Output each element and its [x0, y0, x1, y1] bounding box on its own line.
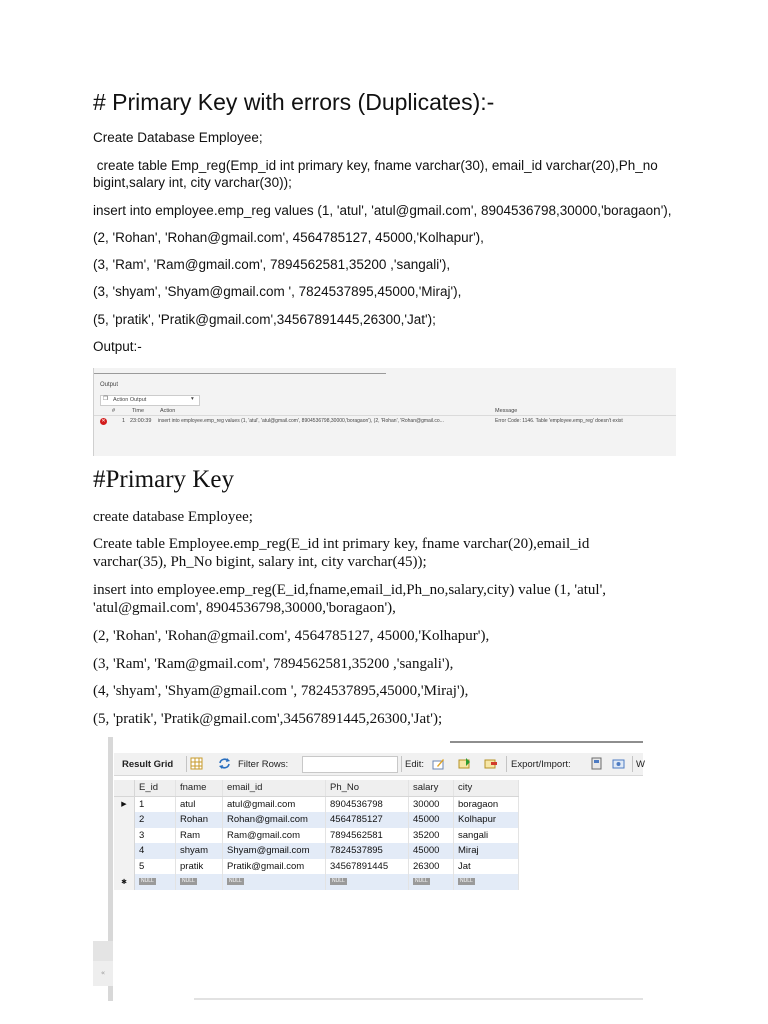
- cell-e-id[interactable]: 3: [135, 828, 176, 844]
- insert-line-2: insert into employee.emp_reg(E_id,fname,email_id,Ph_no,salary,city) value (1, 'atul',: [93, 582, 607, 598]
- filter-rows-input[interactable]: [302, 756, 398, 773]
- table-row[interactable]: [114, 859, 519, 875]
- null-badge: NULL: [415, 878, 428, 885]
- result-table: [114, 780, 519, 890]
- col-message: Message: [495, 408, 518, 414]
- section1-heading: # Primary Key with errors (Duplicates):-: [93, 89, 495, 115]
- null-badge: NULL: [141, 878, 154, 885]
- insert-line: insert into employee.emp_reg values (1, 'atul', 'atul@gmail.com', 8904536798,30000,'boragaon'),: [93, 203, 672, 218]
- result-grid-panel: [100, 737, 645, 1001]
- null-badge: NULL: [182, 878, 195, 885]
- edit-row-icon[interactable]: [432, 757, 445, 770]
- values-line-5: (5, 'pratik', 'Pratik@gmail.com',34567891445,26300,'Jat');: [93, 312, 436, 327]
- collapse-icon[interactable]: «: [93, 961, 113, 986]
- cell-fname[interactable]: atul: [176, 796, 223, 812]
- import-icon[interactable]: [612, 757, 625, 770]
- action-output-label: Action Output: [113, 397, 147, 403]
- table-row[interactable]: [114, 796, 519, 812]
- values-line-4: (3, 'shyam', 'Shyam@gmail.com ', 7824537895,45000,'Miraj'),: [93, 284, 462, 299]
- col-header-email-id[interactable]: email_id: [223, 780, 326, 796]
- col-action: Action: [160, 408, 176, 414]
- cell-salary[interactable]: 26300: [409, 859, 454, 875]
- col-time: Time: [132, 408, 145, 414]
- col-header-salary[interactable]: salary: [409, 780, 454, 796]
- values-line-2: (2, 'Rohan', 'Rohan@gmail.com', 4564785127, 45000,'Kolhapur'),: [93, 230, 484, 245]
- cell-e-id[interactable]: 1: [135, 796, 176, 812]
- output-panel-icon: ❐: [103, 396, 108, 402]
- table-row[interactable]: [114, 843, 519, 859]
- result-grid-tab[interactable]: Result Grid: [122, 759, 174, 770]
- header-row: [114, 780, 519, 796]
- cell-email-id[interactable]: Pratik@gmail.com: [223, 859, 326, 875]
- wrap-cell-label[interactable]: W: [636, 759, 645, 770]
- cell-salary[interactable]: 35200: [409, 828, 454, 844]
- cell-email-id[interactable]: Rohan@gmail.com: [223, 812, 326, 828]
- delete-row-icon[interactable]: [484, 757, 497, 770]
- cell-salary[interactable]: 45000: [409, 843, 454, 859]
- cell-city[interactable]: Miraj: [454, 843, 519, 859]
- cell-city[interactable]: Kolhapur: [454, 812, 519, 828]
- current-row-arrow-icon: ▶: [114, 796, 135, 812]
- new-row[interactable]: [114, 874, 519, 890]
- refresh-icon[interactable]: [218, 757, 231, 770]
- null-badge: NULL: [229, 878, 242, 885]
- cell-ph-no[interactable]: 4564785127: [326, 812, 409, 828]
- error-icon: ✕: [101, 418, 106, 424]
- action-output-dropdown[interactable]: [100, 395, 200, 406]
- grid-view-icon[interactable]: [190, 757, 203, 770]
- cell-email-id[interactable]: Ram@gmail.com: [223, 828, 326, 844]
- table-row[interactable]: [114, 812, 519, 828]
- output-title: Output: [100, 382, 119, 388]
- null-badge: NULL: [460, 878, 473, 885]
- table-row[interactable]: [114, 828, 519, 844]
- null-badge: NULL: [332, 878, 345, 885]
- col-header-e-id[interactable]: E_id: [135, 780, 176, 796]
- col-header-ph-no[interactable]: Ph_No: [326, 780, 409, 796]
- create-database-line-2: create database Employee;: [93, 509, 253, 525]
- cell-email-id[interactable]: Shyam@gmail.com: [223, 843, 326, 859]
- cell-ph-no[interactable]: 7894562581: [326, 828, 409, 844]
- col-header-city[interactable]: city: [454, 780, 519, 796]
- values-line-3: (3, 'Ram', 'Ram@gmail.com', 7894562581,35200 ,'sangali'),: [93, 257, 451, 272]
- cell-fname[interactable]: shyam: [176, 843, 223, 859]
- cell-salary[interactable]: 30000: [409, 796, 454, 812]
- cell-ph-no[interactable]: 7824537895: [326, 843, 409, 859]
- cell-e-id[interactable]: 5: [135, 859, 176, 875]
- section2-heading: #Primary Key: [93, 466, 234, 493]
- create-table-line-cont: bigint,salary int, city varchar(30));: [93, 175, 292, 190]
- col-num: #: [112, 408, 116, 414]
- insert-line-2-cont: 'atul@gmail.com', 8904536798,30000,'boragaon'),: [93, 600, 396, 616]
- add-row-icon[interactable]: [458, 757, 471, 770]
- values-line-2-3: (3, 'Ram', 'Ram@gmail.com', 7894562581,35200 ,'sangali'),: [93, 656, 454, 672]
- row-message[interactable]: Error Code: 1146. Table 'employee.emp_reg' doesn't exist: [495, 418, 623, 424]
- cell-ph-no[interactable]: 34567891445: [326, 859, 409, 875]
- create-table-line-2-cont: varchar(35), Ph_No bigint, salary int, city varchar(45));: [93, 554, 427, 570]
- cell-city[interactable]: Jat: [454, 859, 519, 875]
- chevron-down-icon: ▾: [191, 396, 194, 402]
- values-line-2-2: (2, 'Rohan', 'Rohan@gmail.com', 4564785127, 45000,'Kolhapur'),: [93, 628, 490, 644]
- output-panel: [93, 368, 676, 456]
- export-import-label: Export/Import:: [511, 759, 571, 770]
- cell-fname[interactable]: pratik: [176, 859, 223, 875]
- create-database-line: Create Database Employee;: [93, 130, 263, 145]
- create-table-line-2: Create table Employee.emp_reg(E_id int primary key, fname varchar(20),email_id: [93, 536, 590, 552]
- values-line-2-5: (5, 'pratik', 'Pratik@gmail.com',34567891445,26300,'Jat');: [93, 711, 443, 727]
- cell-fname[interactable]: Rohan: [176, 812, 223, 828]
- cell-city[interactable]: sangali: [454, 828, 519, 844]
- output-label: Output:-: [93, 339, 142, 354]
- cell-city[interactable]: boragaon: [454, 796, 519, 812]
- edit-label: Edit:: [405, 759, 425, 770]
- new-row-star-icon: ✱: [114, 874, 135, 890]
- values-line-2-4: (4, 'shyam', 'Shyam@gmail.com ', 7824537895,45000,'Miraj'),: [93, 683, 469, 699]
- row-action[interactable]: insert into employee.emp_reg values (1, 'atul', 'atul@gmail.com', 8904536798,30000,'boragaon'), (2, 'Rohan', 'Rohan@gmail.co...: [158, 418, 444, 424]
- cell-e-id[interactable]: 4: [135, 843, 176, 859]
- cell-ph-no[interactable]: 8904536798: [326, 796, 409, 812]
- col-header-fname[interactable]: fname: [176, 780, 223, 796]
- result-grid-toolbar: [114, 753, 643, 776]
- cell-email-id[interactable]: atul@gmail.com: [223, 796, 326, 812]
- cell-e-id[interactable]: 2: [135, 812, 176, 828]
- export-icon[interactable]: [590, 757, 603, 770]
- filter-rows-label: Filter Rows:: [238, 759, 289, 770]
- row-num: 1: [122, 418, 126, 424]
- create-table-line: create table Emp_reg(Emp_id int primary key, fname varchar(30), email_id varchar(20),Ph_no: [93, 158, 658, 173]
- cell-fname[interactable]: Ram: [176, 828, 223, 844]
- row-time: 23:00:39: [130, 418, 152, 424]
- panel-divider: [94, 373, 386, 374]
- cell-salary[interactable]: 45000: [409, 812, 454, 828]
